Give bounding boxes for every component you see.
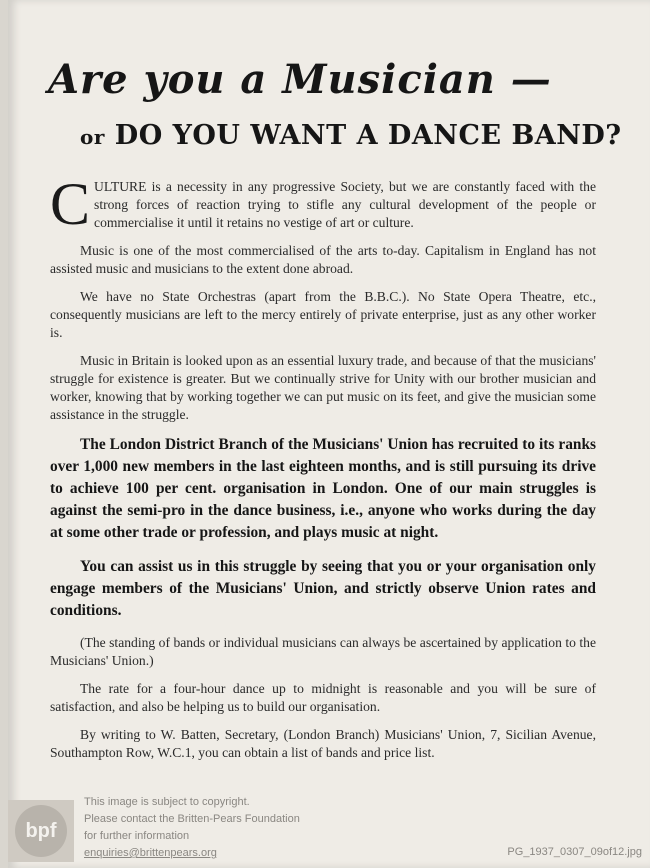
file-name-label: PG_1937_0307_09of12.jpg <box>507 846 642 858</box>
paragraph-6-bold: You can assist us in this struggle by seeing that you or your organisation only engage members of the Musicians' Union, and strictly observe Union rates and conditions. <box>50 558 596 619</box>
drop-cap: C <box>50 171 91 237</box>
headline-line-2 <box>80 120 620 151</box>
paragraph-9: By writing to W. Batten, Secretary, (London Branch) Musicians' Union, 7, Sicilian Avenue, Southampton Row, W.C.1, you can obtain a list of bands and price list. <box>50 727 596 760</box>
contact-email-link[interactable]: enquiries@brittenpears.org <box>84 847 217 859</box>
copyright-line-1: This image is subject to copyright. <box>84 796 250 808</box>
paragraph-8: The rate for a four-hour dance up to midnight is reasonable and you will be sure of satisfaction, and also be helping us to build our organisation. <box>50 681 596 714</box>
paragraph-3: We have no State Orchestras (apart from the B.B.C.). No State Opera Theatre, etc., consequently musicians are left to the mercy entirely of private enterprise, just as any other worker is. <box>50 289 596 340</box>
copyright-notice <box>84 794 344 862</box>
paragraph-7: (The standing of bands or individual musicians can always be ascertained by application to the Musicians' Union.) <box>50 635 596 668</box>
headline-dance-band: DO YOU WANT A DANCE BAND? <box>104 120 622 151</box>
copyright-line-2: Please contact the Britten-Pears Foundation <box>84 813 300 825</box>
paragraph-1 <box>50 171 596 237</box>
bpf-logo-mark: bpf <box>15 805 67 857</box>
paragraph-5-bold: The London District Branch of the Musicians' Union has recruited to its ranks over 1,000 new members in the last eighteen months, and is still pursuing its drive to achieve 100 per cent. organisation in London. One of our main struggles is against the semi-pro in the dance business, i.e., anyone who works during the day at some other trade or profession, and plays music at night. <box>50 436 596 541</box>
paragraph-1-text: ULTURE is a necessity in any progressive Society, but we are constantly faced with the strong forces of reaction trying to stifle any cultural development of the people or commercialise it until it retains no vestige of art or culture. <box>94 179 596 230</box>
headline-or: or <box>80 125 105 149</box>
document-page <box>8 0 650 868</box>
headline-line-1: Are you a Musician — <box>48 56 552 103</box>
copyright-line-3: for further information <box>84 830 190 842</box>
paragraph-4: Music in Britain is looked upon as an essential luxury trade, and because of that the musicians' struggle for existence is greater. But we continually strive for Unity with our brother musician and worker, knowing that by working together we can put music on its feet, and give the musician some assistance in the struggle. <box>50 353 596 422</box>
paragraph-2: Music is one of the most commercialised of the arts to-day. Capitalism in England has not assisted music and musicians to the extent done abroad. <box>50 243 596 276</box>
bpf-logo <box>8 800 74 862</box>
article-body <box>50 171 596 762</box>
